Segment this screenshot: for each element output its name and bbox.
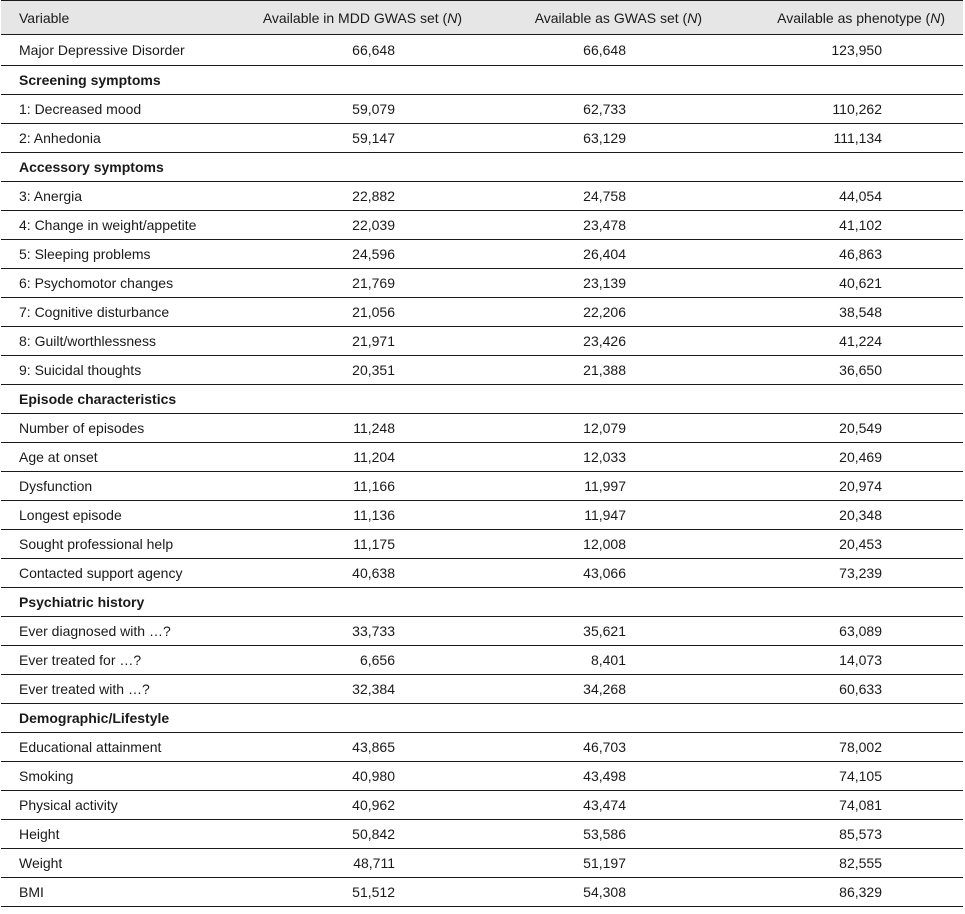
table-row: [1, 414, 963, 443]
table-row: [1, 762, 963, 791]
mdd-gwas-count-cell: 33,733: [244, 617, 480, 646]
phenotype-count-cell: 123,950: [720, 35, 963, 66]
mdd-gwas-count-cell: 40,980: [244, 762, 480, 791]
phenotype-count-cell: 74,105: [720, 762, 963, 791]
variable-cell: Dysfunction: [1, 472, 244, 501]
table-row: [1, 240, 963, 269]
gwas-set-count-cell: 43,498: [480, 762, 720, 791]
variable-cell: Smoking: [1, 762, 244, 791]
section-header-row: [1, 385, 963, 414]
mdd-gwas-count-cell: 66,648: [244, 35, 480, 66]
gwas-set-count-cell: 66,648: [480, 35, 720, 66]
gwas-set-count-cell: 21,388: [480, 356, 720, 385]
gwas-set-count-cell: 53,586: [480, 820, 720, 849]
variable-cell: 5: Sleeping problems: [1, 240, 244, 269]
phenotype-count-cell: 111,134: [720, 124, 963, 153]
table-row: [1, 269, 963, 298]
phenotype-count-cell: 82,555: [720, 849, 963, 878]
table-row: [1, 559, 963, 588]
mdd-gwas-count-cell: 59,147: [244, 124, 480, 153]
section-label: Psychiatric history: [1, 588, 963, 617]
section-label: Accessory symptoms: [1, 153, 963, 182]
phenotype-count-cell: 110,262: [720, 95, 963, 124]
variable-cell: Weight: [1, 849, 244, 878]
gwas-set-count-cell: 26,404: [480, 240, 720, 269]
phenotype-count-cell: 20,453: [720, 530, 963, 559]
phenotype-count-cell: 41,224: [720, 327, 963, 356]
table-row: [1, 327, 963, 356]
phenotype-count-cell: 46,863: [720, 240, 963, 269]
table-body: [1, 35, 963, 907]
gwas-set-count-cell: 23,426: [480, 327, 720, 356]
header-phenotype: Available as phenotype (N): [720, 1, 963, 35]
table-row: [1, 646, 963, 675]
gwas-set-count-cell: 54,308: [480, 878, 720, 907]
table-row: [1, 617, 963, 646]
phenotype-count-cell: 20,974: [720, 472, 963, 501]
variable-cell: 9: Suicidal thoughts: [1, 356, 244, 385]
mdd-gwas-count-cell: 21,769: [244, 269, 480, 298]
mdd-gwas-count-cell: 21,971: [244, 327, 480, 356]
mdd-gwas-count-cell: 20,351: [244, 356, 480, 385]
table-row: [1, 791, 963, 820]
gwas-set-count-cell: 24,758: [480, 182, 720, 211]
table-row: [1, 211, 963, 240]
variable-cell: Age at onset: [1, 443, 244, 472]
mdd-gwas-count-cell: 11,204: [244, 443, 480, 472]
mdd-gwas-count-cell: 40,962: [244, 791, 480, 820]
mdd-gwas-count-cell: 59,079: [244, 95, 480, 124]
header-variable: Variable: [1, 1, 244, 35]
mdd-gwas-count-cell: 22,039: [244, 211, 480, 240]
table-row: [1, 675, 963, 704]
header-mdd-gwas-set: Available in MDD GWAS set (N): [244, 1, 480, 35]
mdd-gwas-count-cell: 43,865: [244, 733, 480, 762]
phenotype-count-cell: 20,348: [720, 501, 963, 530]
table-row: [1, 356, 963, 385]
section-header-row: [1, 588, 963, 617]
phenotype-count-cell: 60,633: [720, 675, 963, 704]
table-row: [1, 878, 963, 907]
table-row: [1, 501, 963, 530]
gwas-set-count-cell: 23,139: [480, 269, 720, 298]
phenotype-count-cell: 78,002: [720, 733, 963, 762]
table-row: [1, 35, 963, 66]
phenotype-count-cell: 85,573: [720, 820, 963, 849]
gwas-set-count-cell: 11,997: [480, 472, 720, 501]
variable-cell: Longest episode: [1, 501, 244, 530]
mdd-gwas-count-cell: 32,384: [244, 675, 480, 704]
phenotype-count-cell: 20,549: [720, 414, 963, 443]
table-row: [1, 443, 963, 472]
mdd-gwas-count-cell: 11,248: [244, 414, 480, 443]
variable-cell: Contacted support agency: [1, 559, 244, 588]
table-row: [1, 298, 963, 327]
gwas-set-count-cell: 46,703: [480, 733, 720, 762]
table-row: [1, 849, 963, 878]
mdd-gwas-count-cell: 22,882: [244, 182, 480, 211]
gwas-set-count-cell: 43,474: [480, 791, 720, 820]
section-label: Screening symptoms: [1, 66, 963, 95]
phenotype-count-cell: 74,081: [720, 791, 963, 820]
table-row: [1, 820, 963, 849]
gwas-set-count-cell: 35,621: [480, 617, 720, 646]
table-row: [1, 472, 963, 501]
gwas-set-count-cell: 62,733: [480, 95, 720, 124]
gwas-set-count-cell: 12,079: [480, 414, 720, 443]
mdd-gwas-count-cell: 40,638: [244, 559, 480, 588]
mdd-gwas-count-cell: 21,056: [244, 298, 480, 327]
section-header-row: [1, 153, 963, 182]
phenotype-count-cell: 73,239: [720, 559, 963, 588]
phenotype-count-cell: 20,469: [720, 443, 963, 472]
header-gwas-set: Available as GWAS set (N): [480, 1, 720, 35]
table-row: [1, 530, 963, 559]
gwas-set-count-cell: 23,478: [480, 211, 720, 240]
phenotype-count-cell: 14,073: [720, 646, 963, 675]
phenotype-count-cell: 40,621: [720, 269, 963, 298]
gwas-set-count-cell: 12,033: [480, 443, 720, 472]
variable-cell: Ever diagnosed with …?: [1, 617, 244, 646]
table-header: [1, 1, 963, 35]
variable-cell: 4: Change in weight/appetite: [1, 211, 244, 240]
phenotype-count-cell: 36,650: [720, 356, 963, 385]
availability-table: [1, 0, 963, 907]
variable-cell: Height: [1, 820, 244, 849]
section-header-row: [1, 66, 963, 95]
table-row: [1, 95, 963, 124]
mdd-gwas-count-cell: 6,656: [244, 646, 480, 675]
gwas-set-count-cell: 12,008: [480, 530, 720, 559]
header-row: [1, 1, 963, 35]
variable-cell: Major Depressive Disorder: [1, 35, 244, 66]
phenotype-count-cell: 38,548: [720, 298, 963, 327]
gwas-set-count-cell: 11,947: [480, 501, 720, 530]
section-label: Demographic/Lifestyle: [1, 704, 963, 733]
variable-cell: 3: Anergia: [1, 182, 244, 211]
variable-cell: 1: Decreased mood: [1, 95, 244, 124]
phenotype-count-cell: 86,329: [720, 878, 963, 907]
variable-cell: Ever treated with …?: [1, 675, 244, 704]
variable-cell: BMI: [1, 878, 244, 907]
section-label: Episode characteristics: [1, 385, 963, 414]
gwas-set-count-cell: 34,268: [480, 675, 720, 704]
mdd-gwas-count-cell: 48,711: [244, 849, 480, 878]
variable-cell: Educational attainment: [1, 733, 244, 762]
table-row: [1, 182, 963, 211]
phenotype-count-cell: 44,054: [720, 182, 963, 211]
section-header-row: [1, 704, 963, 733]
phenotype-count-cell: 63,089: [720, 617, 963, 646]
gwas-set-count-cell: 8,401: [480, 646, 720, 675]
gwas-set-count-cell: 22,206: [480, 298, 720, 327]
mdd-gwas-count-cell: 50,842: [244, 820, 480, 849]
mdd-gwas-count-cell: 51,512: [244, 878, 480, 907]
variable-cell: Sought professional help: [1, 530, 244, 559]
variable-cell: 6: Psychomotor changes: [1, 269, 244, 298]
variable-cell: Physical activity: [1, 791, 244, 820]
phenotype-count-cell: 41,102: [720, 211, 963, 240]
mdd-gwas-count-cell: 11,175: [244, 530, 480, 559]
table-row: [1, 733, 963, 762]
gwas-set-count-cell: 63,129: [480, 124, 720, 153]
mdd-gwas-count-cell: 11,166: [244, 472, 480, 501]
variable-cell: Ever treated for …?: [1, 646, 244, 675]
variable-cell: 7: Cognitive disturbance: [1, 298, 244, 327]
mdd-gwas-count-cell: 24,596: [244, 240, 480, 269]
gwas-set-count-cell: 43,066: [480, 559, 720, 588]
table-row: [1, 124, 963, 153]
variable-cell: Number of episodes: [1, 414, 244, 443]
mdd-gwas-count-cell: 11,136: [244, 501, 480, 530]
variable-cell: 8: Guilt/worthlessness: [1, 327, 244, 356]
variable-cell: 2: Anhedonia: [1, 124, 244, 153]
gwas-set-count-cell: 51,197: [480, 849, 720, 878]
